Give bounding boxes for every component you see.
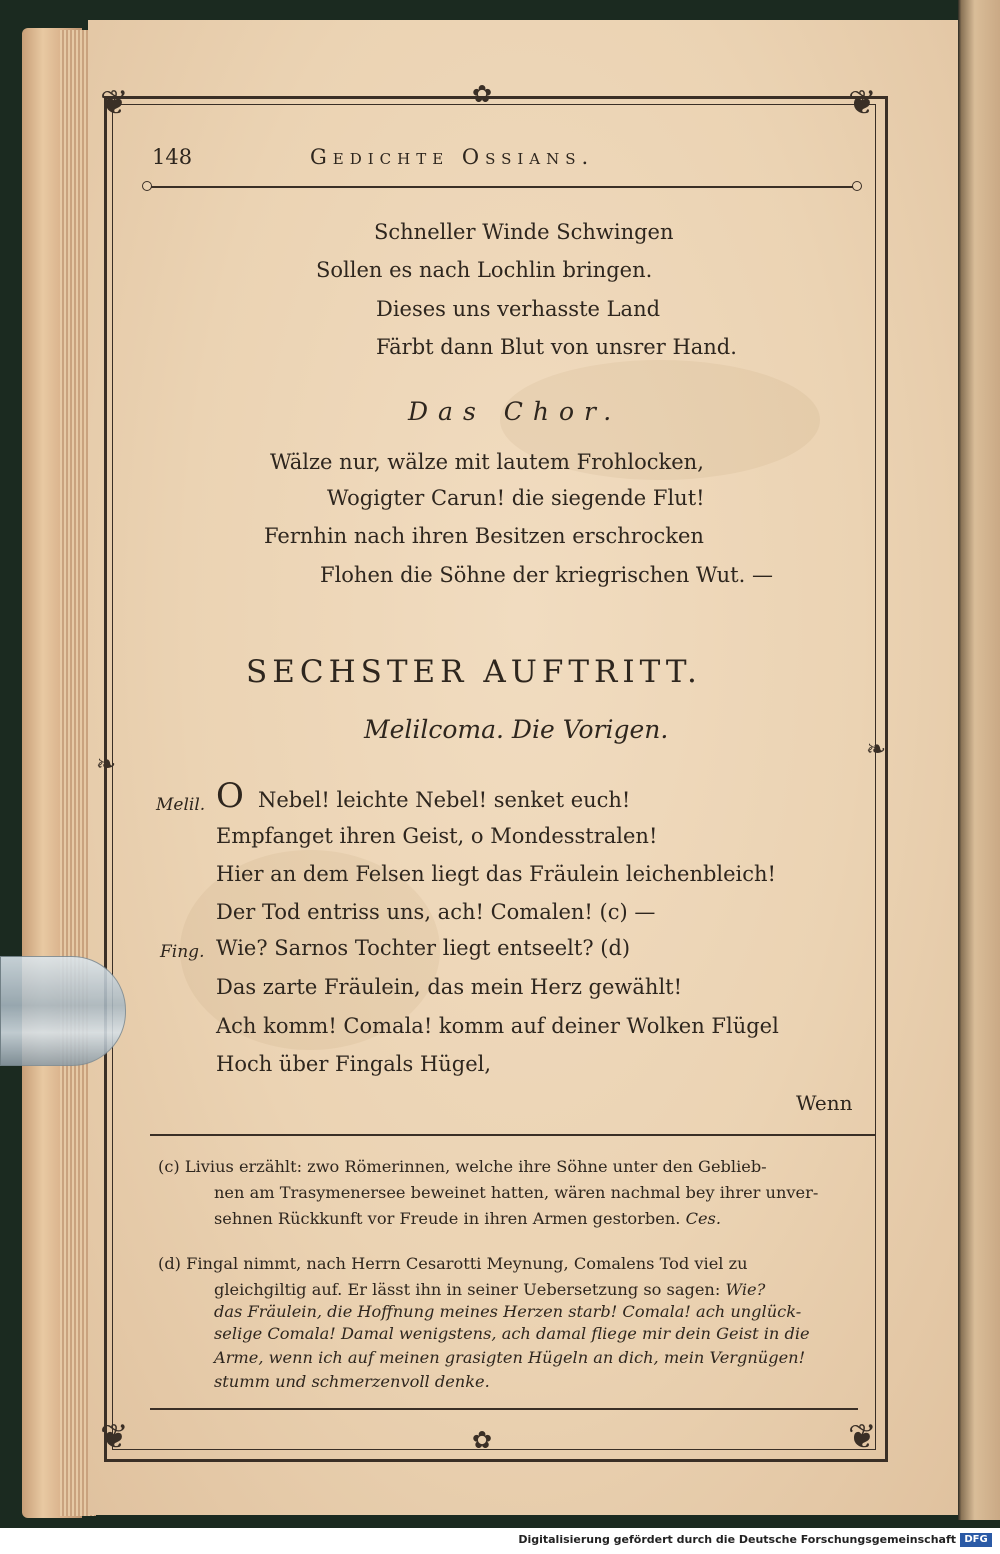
corner-ornament-icon: ❦ bbox=[848, 83, 877, 123]
page-holder-clip bbox=[0, 956, 126, 1066]
dialogue-line: Der Tod entriss uns, ach! Comalen! (c) — bbox=[216, 900, 656, 924]
bottom-rule bbox=[150, 1408, 858, 1410]
dialogue-line: Wie? Sarnos Tochter liegt entseelt? (d) bbox=[216, 936, 631, 960]
verse-line: Dieses uns verhasste Land bbox=[376, 297, 661, 321]
scene-heading: SECHSTER AUFTRITT. bbox=[246, 654, 702, 690]
corner-ornament-icon: ❦ bbox=[848, 1417, 877, 1457]
verse-line: Schneller Winde Schwingen bbox=[374, 220, 674, 244]
scene-persons: Melilcoma. Die Vorigen. bbox=[364, 715, 669, 744]
page-number: 148 bbox=[152, 145, 193, 169]
next-page-edge bbox=[958, 0, 1000, 1520]
dialogue-line: Das zarte Fräulein, das mein Herz gewählt! bbox=[216, 975, 683, 999]
rule-end-ornament bbox=[142, 181, 152, 191]
dialogue-line: Empfanget ihren Geist, o Mondesstralen! bbox=[216, 824, 658, 848]
footnote-line bbox=[214, 1300, 801, 1324]
verse-line: Flohen die Söhne der kriegrischen Wut. — bbox=[320, 563, 773, 587]
side-ornament-icon: ❧ bbox=[96, 750, 117, 778]
corner-ornament-icon: ❦ bbox=[100, 1417, 129, 1457]
verse-line: Fernhin nach ihren Besitzen erschrocken bbox=[264, 524, 704, 548]
footnote-text: sehnen Rückkunft vor Freude in ihren Armen gestorben. bbox=[214, 1209, 681, 1228]
drop-cap: O bbox=[216, 776, 244, 816]
footnote-line: nen am Trasymenersee beweinet hatten, wären nachmal bey ihrer unver- bbox=[214, 1183, 819, 1202]
footnote-line bbox=[214, 1322, 810, 1346]
speaker-label: Fing. bbox=[160, 942, 205, 962]
footnote-rule bbox=[150, 1134, 876, 1136]
footnote-line: (c) Livius erzählt: zwo Römerinnen, welche ihre Söhne unter den Geblieb- bbox=[158, 1157, 767, 1176]
dialogue-line: Hier an dem Felsen liegt das Fräulein leichenbleich! bbox=[216, 862, 776, 886]
footnote-quote: Arme, wenn ich auf meinen grasigten Hügeln an dich, mein Vergnügen! bbox=[214, 1348, 806, 1367]
footer-credit: Digitalisierung gefördert durch die Deutsche Forschungsgemeinschaft bbox=[518, 1533, 956, 1546]
catchword: Wenn bbox=[796, 1091, 853, 1115]
footnote-text: gleichgiltig auf. Er lässt ihn in seiner Uebersetzung so sagen: bbox=[214, 1280, 721, 1299]
footnote-line bbox=[214, 1278, 765, 1302]
chor-heading: Das Chor. bbox=[408, 397, 622, 426]
dfg-logo: DFG bbox=[960, 1533, 992, 1547]
footnote-quote: Wie? bbox=[725, 1280, 766, 1299]
bottom-ornament-icon: ✿ bbox=[472, 1426, 493, 1454]
side-ornament-icon: ❧ bbox=[866, 735, 887, 763]
footnote-quote: selige Comala! Damal wenigstens, ach damal fliege mir dein Geist in die bbox=[214, 1324, 810, 1343]
dialogue-line: Nebel! leichte Nebel! senket euch! bbox=[258, 788, 631, 812]
footnote-line: (d) Fingal nimmt, nach Herrn Cesarotti Meynung, Comalens Tod viel zu bbox=[158, 1254, 748, 1273]
top-ornament-icon: ✿ bbox=[472, 80, 493, 108]
footnote-line bbox=[214, 1370, 490, 1394]
verse-line: Wälze nur, wälze mit lautem Frohlocken, bbox=[270, 450, 704, 474]
verse-line: Wogigter Carun! die siegende Flut! bbox=[327, 486, 705, 510]
dialogue-line: Ach komm! Comala! komm auf deiner Wolken Flügel bbox=[216, 1014, 779, 1038]
verse-line: Sollen es nach Lochlin bringen. bbox=[316, 258, 653, 282]
rule-end-ornament bbox=[852, 181, 862, 191]
header-rule bbox=[150, 186, 858, 188]
footnote-line bbox=[214, 1207, 721, 1231]
running-head: Gedichte Ossians. bbox=[310, 145, 595, 169]
corner-ornament-icon: ❦ bbox=[100, 83, 129, 123]
verse-line: Färbt dann Blut von unsrer Hand. bbox=[376, 335, 737, 359]
footnote-source: Ces. bbox=[685, 1209, 722, 1228]
footnote-line bbox=[214, 1346, 805, 1370]
footnote-quote: stumm und schmerzenvoll denke. bbox=[214, 1372, 490, 1391]
dialogue-line: Hoch über Fingals Hügel, bbox=[216, 1052, 492, 1076]
footnote-quote: das Fräulein, die Hoffnung meines Herzen starb! Comala! ach unglück- bbox=[214, 1302, 802, 1321]
speaker-label: Melil. bbox=[156, 795, 206, 815]
